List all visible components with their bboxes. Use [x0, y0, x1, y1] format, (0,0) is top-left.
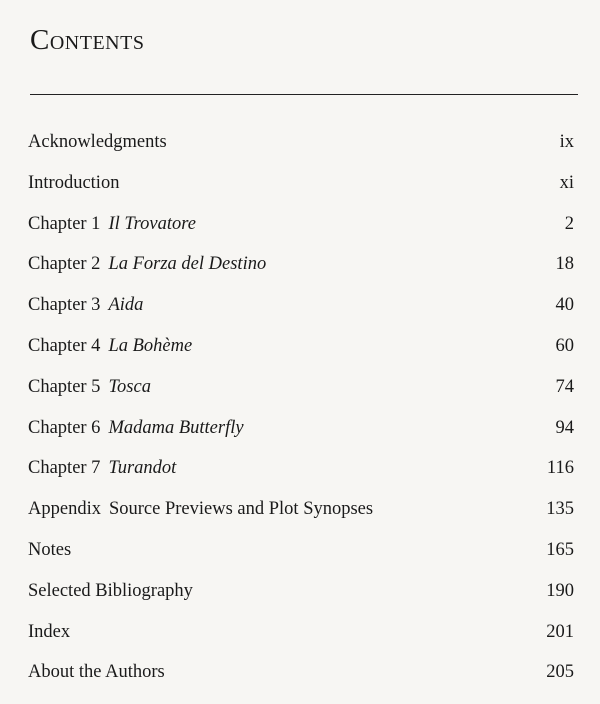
- entry-label: Introduction: [28, 172, 120, 193]
- toc-entry-chapter-5[interactable]: [28, 373, 574, 414]
- entry-label: Appendix: [28, 499, 101, 520]
- appendix-subtitle: Source Previews and Plot Synopses: [108, 499, 374, 520]
- page-number: ix: [559, 132, 574, 152]
- entry-label: Acknowledgments: [28, 132, 167, 152]
- entry-label: Notes: [28, 539, 72, 560]
- page-number: 94: [555, 417, 574, 438]
- toc-entry-selected-bibliography[interactable]: [28, 577, 574, 618]
- opera-title: La Bohème: [108, 335, 193, 356]
- toc-entry-chapter-3[interactable]: [28, 291, 574, 332]
- page-number: 201: [546, 621, 574, 642]
- title-divider: [30, 94, 578, 95]
- toc-entry-chapter-7[interactable]: [28, 454, 574, 495]
- toc-entry-notes[interactable]: [28, 536, 574, 577]
- entry-label: About the Authors: [28, 662, 165, 683]
- toc-entry-chapter-4[interactable]: [28, 332, 574, 373]
- entry-label: Selected Bibliography: [28, 580, 193, 601]
- page-number: 2: [564, 213, 574, 234]
- opera-title: Tosca: [108, 376, 151, 397]
- table-of-contents: [28, 128, 574, 699]
- entry-label: Chapter 3: [28, 295, 101, 316]
- page-number: xi: [559, 172, 574, 193]
- opera-title: Turandot: [108, 458, 177, 479]
- page-number: 116: [546, 458, 574, 479]
- entry-label: Chapter 7: [28, 458, 101, 479]
- toc-entry-acknowledgments[interactable]: [28, 128, 574, 169]
- entry-label: Chapter 1: [28, 213, 101, 234]
- opera-title: La Forza del Destino: [108, 254, 267, 275]
- page-number: 60: [555, 335, 574, 356]
- page-number: 165: [546, 539, 574, 560]
- opera-title: Aida: [108, 295, 144, 316]
- page-number: 18: [555, 254, 574, 275]
- entry-label: Chapter 6: [28, 417, 101, 438]
- toc-entry-index[interactable]: [28, 618, 574, 659]
- toc-entry-introduction[interactable]: [28, 169, 574, 210]
- toc-entry-about-the-authors[interactable]: [28, 658, 574, 699]
- page-number: 74: [555, 376, 574, 397]
- opera-title: Il Trovatore: [108, 213, 196, 234]
- page-title: Contents: [30, 24, 145, 56]
- entry-label: Chapter 2: [28, 254, 101, 275]
- page-number: 205: [546, 662, 574, 683]
- toc-entry-chapter-6[interactable]: [28, 414, 574, 455]
- page-number: 135: [546, 499, 574, 520]
- page-number: 190: [546, 580, 574, 601]
- entry-label: Chapter 4: [28, 335, 101, 356]
- toc-entry-chapter-1[interactable]: [28, 210, 574, 251]
- page-number: 40: [555, 295, 574, 316]
- entry-label: Index: [28, 621, 71, 642]
- entry-label: Chapter 5: [28, 376, 101, 397]
- opera-title: Madama Butterfly: [108, 417, 244, 438]
- toc-entry-chapter-2[interactable]: [28, 250, 574, 291]
- toc-entry-appendix[interactable]: [28, 495, 574, 536]
